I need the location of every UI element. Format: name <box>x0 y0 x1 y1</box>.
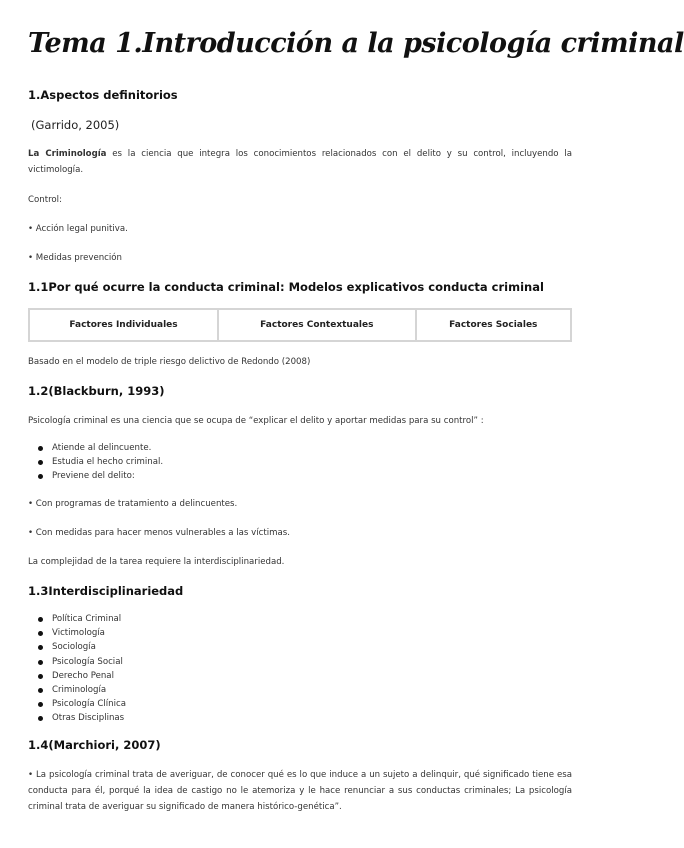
prevention-bullet: • Con medidas para hacer menos vulnerables a las víctimas. <box>28 528 290 538</box>
complexity-note: La complejidad de la tarea requiere la interdisciplinariedad. <box>28 557 285 567</box>
list-item: Victimología <box>38 626 126 640</box>
disciplines-list <box>38 612 126 726</box>
list-item: Política Criminal <box>38 612 126 626</box>
section-heading-modelos: 1.1Por qué ocurre la conducta criminal: Modelos explicativos conducta criminal <box>28 280 544 294</box>
section-heading-blackburn: 1.2(Blackburn, 1993) <box>28 384 165 398</box>
list-item: Previene del delito: <box>38 469 163 483</box>
factor-cell: Factores Individuales <box>29 309 218 341</box>
control-bullet: • Acción legal punitiva. <box>28 224 128 234</box>
model-note: Basado en el modelo de triple riesgo delictivo de Redondo (2008) <box>28 357 311 367</box>
factor-cell: Factores Contextuales <box>218 309 416 341</box>
list-item: Criminología <box>38 683 126 697</box>
factors-table <box>28 308 572 342</box>
list-item: Estudia el hecho criminal. <box>38 455 163 469</box>
section-heading-aspectos: 1.Aspectos definitorios <box>28 88 178 102</box>
control-bullet: • Medidas prevención <box>28 253 122 263</box>
control-label: Control: <box>28 195 62 205</box>
marchiori-paragraph: • La psicología criminal trata de averiguar, de conocer qué es lo que induce a un sujeto a delinquir, qué significado tiene esa conducta para él, porqué la idea de castigo no le atemoriza y le hace renunciar a sus conductas criminales; La psicología criminal trata de averiguar su significado de manera histórico-genética”. <box>28 770 572 812</box>
definition-term: La Criminología <box>28 149 107 159</box>
list-item: Sociología <box>38 640 126 654</box>
definition-paragraph <box>28 146 572 178</box>
definition-text: es la ciencia que integra los conocimientos relacionados con el delito y su control, incluyendo la victimología. <box>28 149 572 175</box>
section-heading-marchiori: 1.4(Marchiori, 2007) <box>28 738 161 752</box>
section-heading-interdisciplinariedad: 1.3Interdisciplinariedad <box>28 584 184 598</box>
page-title: Tema 1.Introducción a la psicología criminal <box>28 28 684 59</box>
list-item: Otras Disciplinas <box>38 711 126 725</box>
list-item: Atiende al delincuente. <box>38 441 163 455</box>
list-item: Psicología Social <box>38 655 126 669</box>
list-item: Derecho Penal <box>38 669 126 683</box>
citation-garrido: (Garrido, 2005) <box>31 118 120 132</box>
blackburn-list <box>38 441 163 484</box>
list-item: Psicología Clínica <box>38 697 126 711</box>
prevention-bullet: • Con programas de tratamiento a delincuentes. <box>28 499 238 509</box>
blackburn-intro: Psicología criminal es una ciencia que se ocupa de “explicar el delito y aportar medidas para su control” : <box>28 416 484 426</box>
factor-cell: Factores Sociales <box>416 309 571 341</box>
